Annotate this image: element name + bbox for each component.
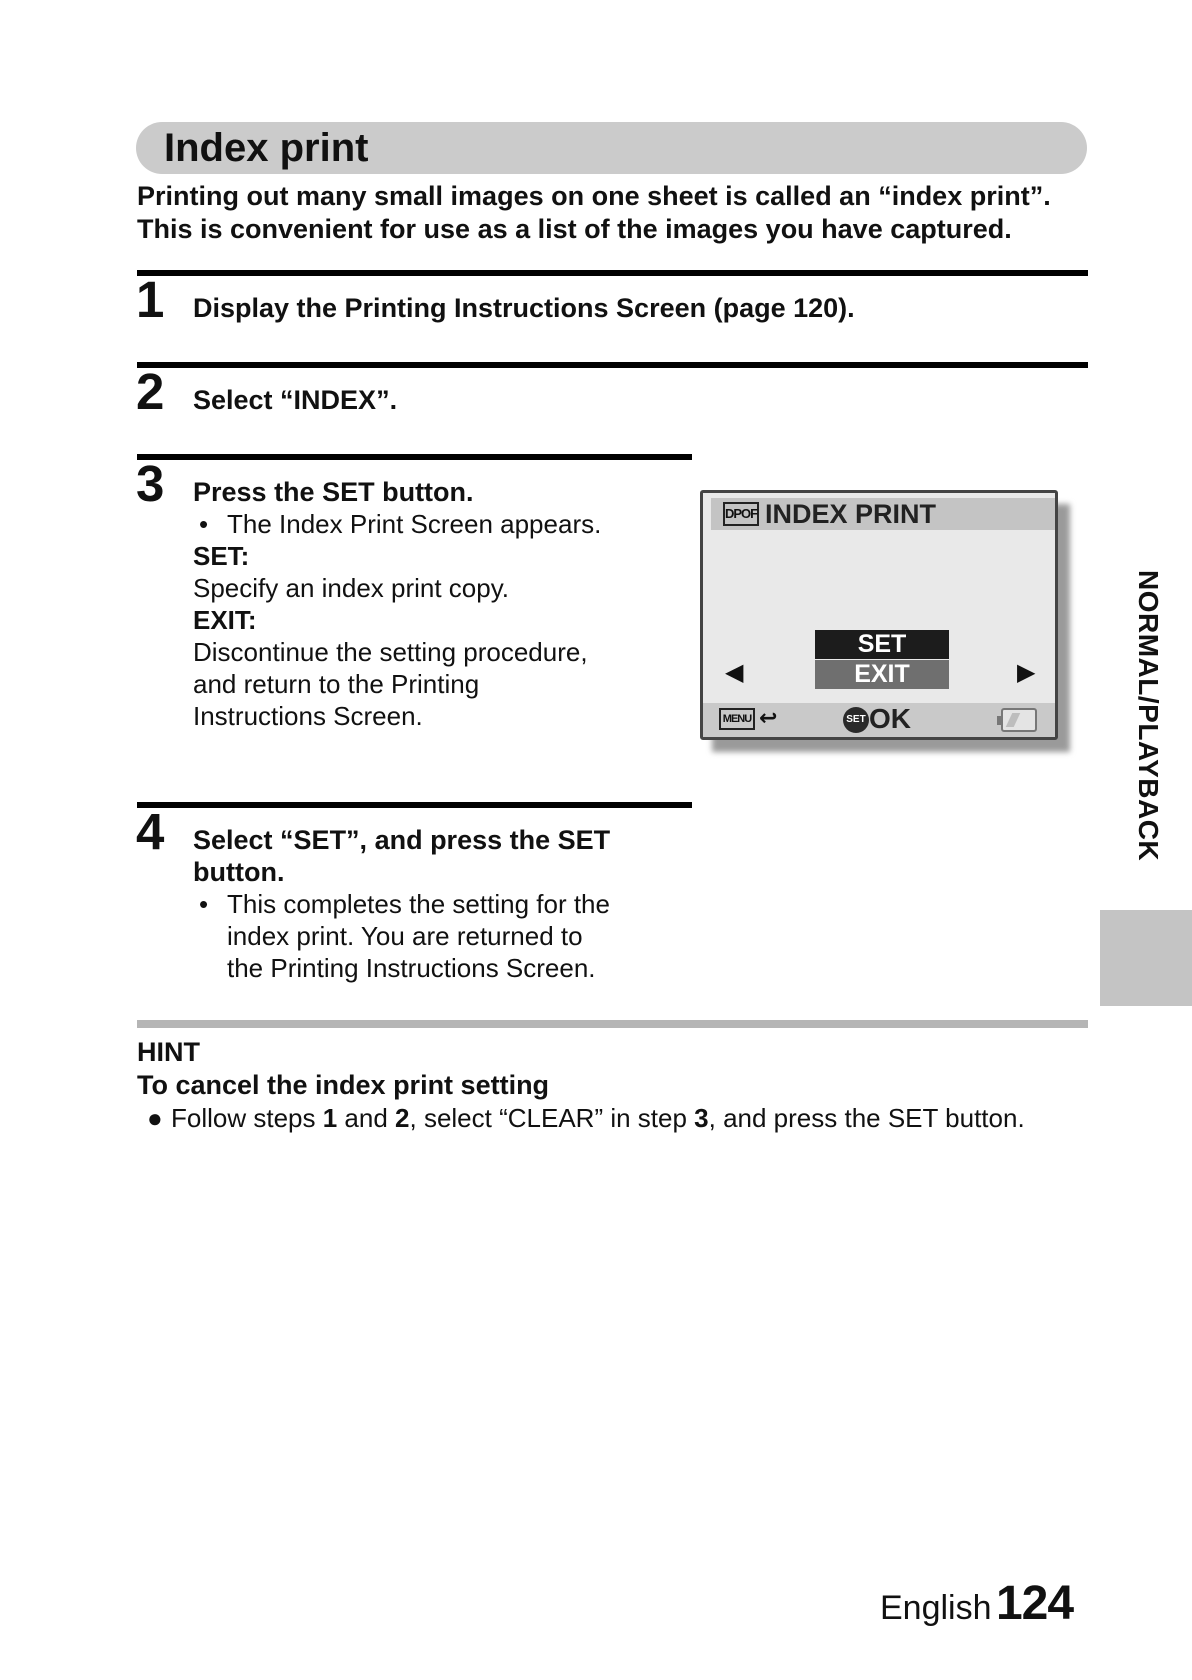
set-label: SET: <box>193 541 250 571</box>
step-1-divider <box>137 270 1088 276</box>
step-4-bullet <box>193 888 663 984</box>
ok-label: OK <box>869 703 911 734</box>
step-4-title-line-2: button. <box>193 857 285 887</box>
hint-step-ref: 2 <box>395 1103 410 1133</box>
hint-text-part: , select “CLEAR” in step <box>409 1103 695 1133</box>
bullet-mark: • <box>199 889 209 919</box>
side-tab-marker <box>1100 910 1192 1006</box>
battery-icon <box>1001 708 1037 732</box>
screen-title: INDEX PRINT <box>765 499 937 529</box>
hint-bullet <box>137 1102 1025 1135</box>
hint-heading: HINT <box>137 1037 200 1067</box>
dpof-icon: DPOF <box>723 502 759 526</box>
page-number: 124 <box>995 1577 1074 1630</box>
index-print-screen <box>700 490 1058 740</box>
step-3-body <box>193 508 663 732</box>
side-tab-label: NORMAL/PLAYBACK <box>1133 570 1164 862</box>
hint-text-part: Follow steps <box>171 1103 323 1133</box>
page-title: Index print <box>164 126 369 170</box>
step-2-divider <box>137 362 1088 368</box>
bullet-mark: • <box>199 509 209 539</box>
step-4-divider <box>137 802 692 808</box>
footer-language: English <box>880 1589 992 1627</box>
step-3-bullet-text: The Index Print Screen appears. <box>227 509 602 539</box>
step-4-bullet-line-2: index print. You are returned to <box>227 921 583 951</box>
exit-description-line-3: Instructions Screen. <box>193 701 423 731</box>
intro-line-1: Printing out many small images on one sheet is called an “index print”. <box>137 181 1051 211</box>
exit-description-line-1: Discontinue the setting procedure, <box>193 637 588 667</box>
hint-subheading: To cancel the index print setting <box>137 1070 550 1100</box>
hint-bullet-mark: ● <box>147 1103 163 1133</box>
left-arrow-icon[interactable]: ◀ <box>725 659 744 686</box>
hint-section <box>137 1036 1025 1135</box>
step-4-number: 4 <box>136 803 165 860</box>
set-description: Specify an index print copy. <box>193 573 510 603</box>
right-arrow-icon[interactable]: ▶ <box>1017 659 1036 686</box>
menu-icon: MENU <box>719 708 755 730</box>
step-4-bullet-line-3: the Printing Instructions Screen. <box>227 953 596 983</box>
intro-paragraph <box>137 180 1051 246</box>
return-icon: ↩ <box>759 705 778 730</box>
step-4-body <box>193 888 663 984</box>
option-exit[interactable]: EXIT <box>815 660 949 689</box>
screen-header <box>711 498 1055 530</box>
exit-label: EXIT: <box>193 605 257 635</box>
step-1-number: 1 <box>136 271 165 328</box>
intro-line-2: This is convenient for use as a list of the images you have captured. <box>137 214 1012 244</box>
set-button-icon: SET <box>843 707 869 733</box>
hint-step-ref: 1 <box>322 1103 338 1133</box>
step-4-bullet-line-1: This completes the setting for the <box>227 889 610 919</box>
hint-text-part: and <box>337 1103 396 1133</box>
step-4-title-line-1: Select “SET”, and press the SET <box>193 825 611 855</box>
step-3-bullet <box>193 508 663 540</box>
exit-description-line-2: and return to the Printing <box>193 669 480 699</box>
step-3-divider <box>137 454 692 460</box>
hint-text-part: , and press the SET button. <box>708 1103 1025 1133</box>
hint-step-ref: 3 <box>694 1103 709 1133</box>
step-3-title: Press the SET button. <box>193 477 474 507</box>
step-2-number: 2 <box>136 363 165 420</box>
section-title-bar <box>136 122 1087 174</box>
step-2-title: Select “INDEX”. <box>193 385 398 415</box>
step-4-title <box>193 824 663 888</box>
step-1-title: Display the Printing Instructions Screen (page 120). <box>193 293 855 323</box>
hint-divider <box>137 1020 1088 1028</box>
screen-footer <box>703 703 1055 737</box>
step-3-number: 3 <box>136 455 165 512</box>
option-set[interactable]: SET <box>815 630 949 659</box>
page-footer <box>880 1576 1073 1631</box>
